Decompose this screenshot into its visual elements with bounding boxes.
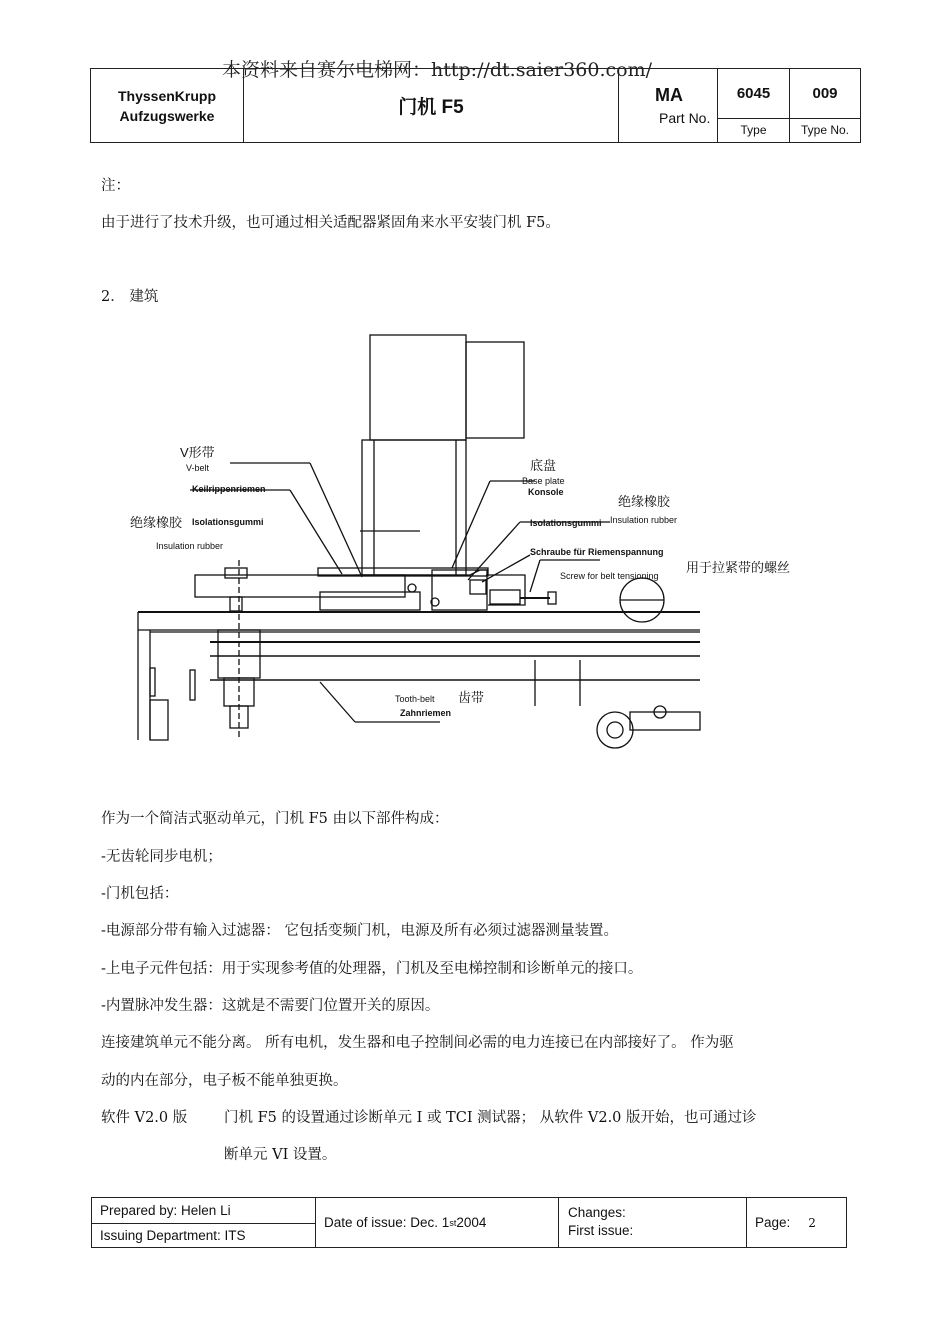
screw-en-label: Screw for belt tensioning (560, 571, 659, 581)
date-of-issue (316, 1198, 559, 1247)
prepared-by: Prepared by: Helen Li (92, 1198, 315, 1224)
vbelt-en-label: V-belt (186, 463, 210, 473)
baseplate-en-label: Base plate (522, 476, 565, 486)
software-label: 软件 V2.0 版 (101, 1110, 188, 1126)
software-text-line2: 断单元 VI 设置。 (224, 1147, 337, 1163)
type-no-value: 009 (790, 69, 860, 119)
vbelt-cn-label: V形带 (180, 445, 215, 460)
type-label: Type (740, 123, 767, 137)
motor-body (362, 440, 466, 575)
page-number: 2 (808, 1215, 816, 1230)
date-year: 2004 (456, 1215, 487, 1230)
section-heading: 2． 建筑 (101, 289, 159, 305)
part-no-label: Part No. (659, 110, 711, 126)
toothbelt-de-label: Zahnriemen (400, 708, 452, 718)
software-text-line1: 门机 F5 的设置通过诊断单元 I 或 TCI 测试器； 从软件 V2.0 版开始，也可通过诊 (224, 1110, 757, 1126)
list-item: -内置脉冲发生器：这就是不需要门位置开关的原因。 (101, 998, 440, 1014)
insulation-right-cn-label: 绝缘橡胶 (618, 494, 671, 509)
note-text: 由于进行了技术升级，也可通过相关适配器紧固角来水平安装门机 F5。 (101, 215, 560, 231)
page-label: Page: (755, 1215, 791, 1230)
toothbelt-en-label: Tooth-belt (395, 694, 435, 704)
baseplate-de-label: Konsole (528, 487, 564, 497)
diagram-svg (130, 330, 810, 750)
note-label: 注： (101, 178, 130, 194)
door-drive-diagram (130, 330, 810, 750)
type-cell (718, 69, 790, 142)
list-item: -上电子元件包括：用于实现参考值的处理器，门机及至电梯控制和诊断单元的接口。 (101, 961, 643, 977)
type-no-label: Type No. (800, 123, 850, 137)
vbelt-de-label: Keilrippenriemen (192, 484, 266, 494)
document-title: 门机 F5 (244, 69, 619, 142)
ma-code: MA (655, 85, 683, 105)
type-no-cell (790, 69, 860, 142)
type-value: 6045 (718, 69, 789, 119)
insulation-left-en-label: Insulation rubber (156, 541, 224, 551)
changes-label: Changes: (568, 1205, 626, 1220)
insulation-left-de-label: Isolationsgummi (192, 517, 264, 527)
list-item: -无齿轮同步电机； (101, 849, 222, 865)
issuing-department: Issuing Department: ITS (100, 1228, 246, 1243)
screw-de-label: Schraube für Riemenspannung (530, 547, 664, 557)
motor-top (370, 335, 466, 440)
connection-text-line1: 连接建筑单元不能分离。 所有电机，发生器和电子控制间必需的电力连接已在内部接好了。 作为驱 (101, 1035, 734, 1051)
baseplate-cn-label: 底盘 (530, 458, 557, 473)
insulation-right-de-label: Isolationsgummi (530, 518, 602, 528)
list-item: -电源部分带有输入过滤器： 它包括变频门机，电源及所有必须过滤器测量装置。 (101, 923, 619, 939)
intro-text: 作为一个简洁式驱动单元，门机 F5 由以下部件构成： (101, 811, 449, 827)
screw-cn-label: 用于拉紧带的螺丝 (686, 560, 791, 575)
watermark: 本资料来自赛尔电梯网：http://dt.saier360.com/ (222, 59, 652, 81)
first-issue-label: First issue: (568, 1223, 634, 1238)
connection-text-line2: 动的内在部分，电子板不能单独更换。 (101, 1073, 348, 1089)
document-footer (91, 1197, 847, 1248)
company-line1: ThyssenKrupp (117, 87, 216, 104)
insulation-right-en-label: Insulation rubber (610, 515, 678, 525)
date-prefix: Date of issue: Dec. 1 (324, 1215, 450, 1230)
date-suffix-sup: st (449, 1217, 457, 1228)
prepared-cell (92, 1198, 316, 1247)
page-cell (747, 1198, 846, 1247)
toothbelt-cn-label: 齿带 (458, 690, 485, 705)
motor-side (466, 342, 524, 438)
company-line2: Aufzugswerke (119, 107, 215, 124)
list-item: -门机包括： (101, 886, 179, 902)
insulation-left-cn-label: 绝缘橡胶 (130, 515, 183, 530)
changes-cell (559, 1198, 747, 1247)
